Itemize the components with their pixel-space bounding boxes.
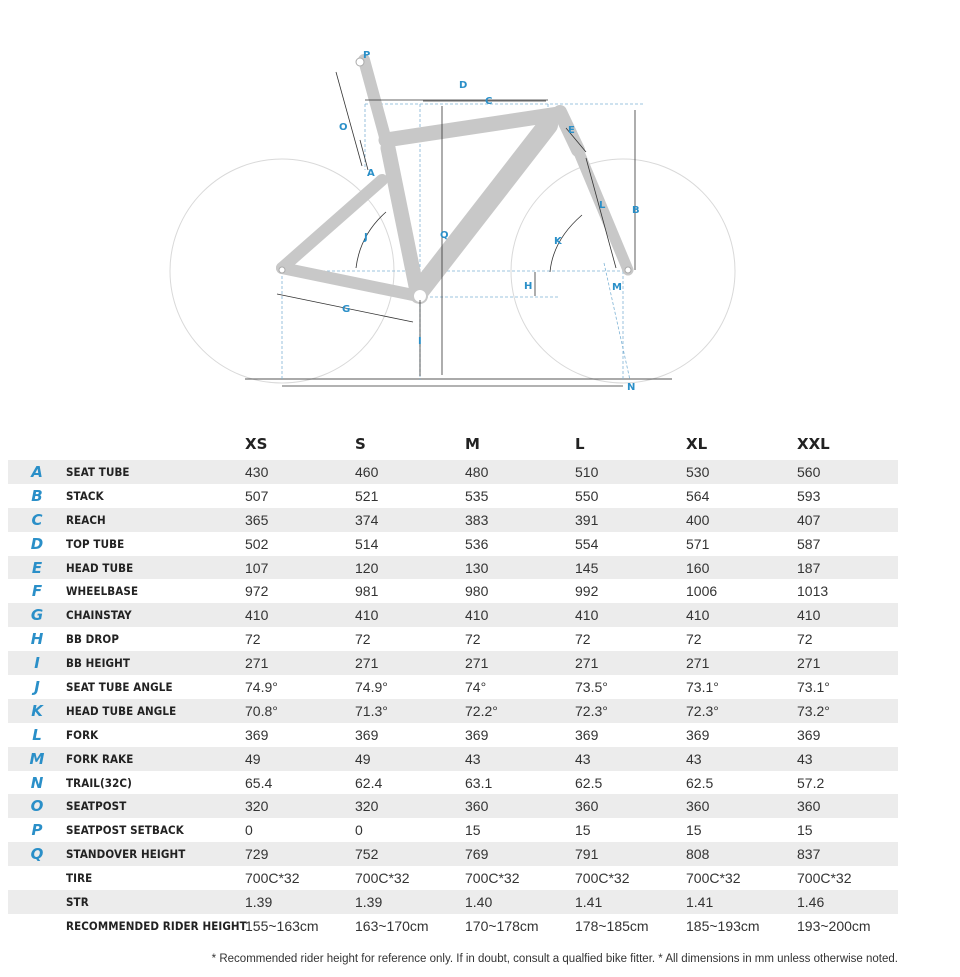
table-cell: 530 [686, 460, 797, 484]
table-row [8, 508, 898, 532]
table-cell: 15 [575, 822, 591, 839]
table-cell: 73.1° [797, 678, 830, 695]
table-cell: 536 [465, 535, 489, 552]
table-cell: 320 [355, 794, 465, 818]
table-cell: 992 [575, 583, 599, 600]
table-cell: 1.40 [465, 890, 575, 914]
table-cell: 65.4 [245, 774, 273, 791]
table-cell: 700C*32 [245, 870, 300, 887]
dimension-letter: L [32, 725, 42, 744]
table-cell: 155~163cm [245, 917, 319, 934]
dimension-name: FORK RAKE [66, 747, 245, 771]
dimension-name: FORK [66, 727, 99, 742]
table-cell: 507 [245, 487, 269, 504]
dimension-letter: J [34, 677, 40, 696]
dimension-name: HEAD TUBE ANGLE [66, 699, 245, 723]
label-k: K [554, 236, 562, 247]
table-cell: 160 [686, 556, 797, 580]
table-cell: 1013 [797, 583, 829, 600]
table-cell: 163~170cm [355, 917, 429, 934]
size-header: L [575, 435, 585, 453]
table-cell: 407 [797, 508, 898, 532]
table-row [8, 579, 898, 603]
table-cell: 564 [686, 487, 710, 504]
table-cell: 587 [797, 535, 821, 552]
table-cell: 130 [465, 556, 575, 580]
label-n: N [627, 382, 636, 393]
label-j: J [364, 232, 368, 243]
table-cell: 769 [465, 842, 575, 866]
label-a: A [367, 168, 375, 179]
table-row [8, 603, 898, 627]
table-cell: 430 [245, 460, 355, 484]
table-cell: 72 [355, 631, 371, 648]
dimension-name: SEAT TUBE ANGLE [66, 679, 173, 694]
table-cell: 410 [575, 603, 686, 627]
dimension-letter [8, 914, 66, 938]
table-cell: 178~185cm [575, 917, 649, 934]
size-header-row [8, 428, 898, 460]
label-o: O [339, 122, 348, 133]
dimension-name: STR [66, 890, 245, 914]
table-cell: 170~178cm [465, 917, 539, 934]
table-cell: 145 [575, 556, 686, 580]
table-cell: 72 [465, 631, 481, 648]
table-cell: 71.3° [355, 699, 465, 723]
table-cell: 72.3° [686, 699, 797, 723]
label-g: G [342, 304, 351, 315]
table-cell: 271 [575, 651, 686, 675]
dimension-name: SEATPOST SETBACK [66, 823, 184, 838]
table-cell: 49 [245, 747, 355, 771]
table-cell: 360 [465, 794, 575, 818]
table-cell: 271 [355, 651, 465, 675]
table-row [8, 675, 898, 699]
dimension-name: HEAD TUBE [66, 556, 245, 580]
table-cell: 43 [797, 747, 898, 771]
table-cell: 193~200cm [797, 917, 871, 934]
table-cell: 369 [797, 726, 821, 743]
size-header: S [355, 435, 366, 453]
table-row [8, 484, 898, 508]
table-cell: 972 [245, 583, 269, 600]
size-header: XL [686, 435, 708, 453]
dimension-name: SEAT TUBE [66, 460, 245, 484]
dimension-name: TIRE [66, 871, 93, 886]
table-cell: 369 [245, 726, 269, 743]
label-h: H [524, 281, 533, 292]
table-cell: 0 [355, 822, 363, 839]
table-cell: 74° [465, 678, 487, 695]
table-cell: 320 [245, 794, 355, 818]
table-cell: 410 [355, 603, 465, 627]
table-cell: 43 [465, 747, 575, 771]
bike-geometry-diagram [0, 0, 960, 410]
table-cell: 74.9° [355, 678, 388, 695]
table-cell: 63.1 [465, 774, 493, 791]
label-c: C [485, 96, 493, 107]
table-cell: 62.5 [575, 774, 603, 791]
table-cell: 1006 [686, 583, 718, 600]
table-cell: 460 [355, 460, 465, 484]
table-cell: 72 [575, 631, 591, 648]
table-cell: 271 [797, 651, 898, 675]
table-cell: 752 [355, 842, 465, 866]
dimension-letter [8, 890, 66, 914]
table-row [8, 818, 898, 842]
table-cell: 700C*32 [355, 870, 410, 887]
dimension-letter: D [30, 534, 44, 553]
size-header: XXL [797, 435, 830, 453]
table-row [8, 914, 898, 938]
label-p: P [363, 50, 371, 61]
table-cell: 271 [686, 651, 797, 675]
table-cell: 15 [465, 822, 481, 839]
dimension-name: STACK [66, 488, 104, 503]
table-cell: 360 [575, 794, 686, 818]
rear-axle [279, 267, 285, 273]
table-cell: 791 [575, 842, 686, 866]
table-cell: 185~193cm [686, 917, 760, 934]
table-cell: 1.46 [797, 890, 898, 914]
table-cell: 49 [355, 747, 465, 771]
table-cell: 700C*32 [686, 870, 741, 887]
table-cell: 729 [245, 842, 355, 866]
table-cell: 521 [355, 487, 379, 504]
table-row [8, 866, 898, 890]
table-cell: 383 [465, 508, 575, 532]
table-row [8, 532, 898, 556]
dimension-name: RECOMMENDED RIDER HEIGHT [66, 918, 247, 933]
label-i: I [418, 336, 422, 347]
table-row [8, 842, 898, 866]
table-cell: 837 [797, 842, 898, 866]
table-cell: 369 [575, 726, 599, 743]
dimension-name: STANDOVER HEIGHT [66, 842, 245, 866]
dimension-letter: A [8, 460, 66, 484]
front-axle [625, 267, 631, 273]
table-row [8, 723, 898, 747]
table-cell: 15 [686, 822, 702, 839]
table-cell: 43 [686, 747, 797, 771]
table-cell: 410 [245, 603, 355, 627]
dimension-letter: E [8, 556, 66, 580]
dimension-name: BB DROP [66, 632, 120, 647]
table-cell: 271 [245, 651, 355, 675]
table-cell: 57.2 [797, 774, 825, 791]
table-cell: 73.1° [686, 678, 719, 695]
table-cell: 120 [355, 556, 465, 580]
table-cell: 74.9° [245, 678, 278, 695]
table-cell: 73.5° [575, 678, 608, 695]
label-l: L [599, 200, 606, 211]
table-cell: 15 [797, 822, 813, 839]
table-cell: 410 [686, 603, 797, 627]
table-cell: 514 [355, 535, 379, 552]
table-cell: 700C*32 [797, 870, 852, 887]
table-cell: 72.3° [575, 699, 686, 723]
table-cell: 365 [245, 508, 355, 532]
dimension-letter: C [8, 508, 66, 532]
table-cell: 550 [575, 487, 599, 504]
label-m: M [612, 282, 622, 293]
dimension-letter: M [8, 747, 66, 771]
table-cell: 62.4 [355, 774, 383, 791]
table-cell: 62.5 [686, 774, 714, 791]
table-cell: 72 [797, 631, 813, 648]
table-row [8, 460, 898, 484]
geometry-table [8, 428, 898, 938]
table-row [8, 794, 898, 818]
dimension-name: CHAINSTAY [66, 603, 245, 627]
table-cell: 980 [465, 583, 489, 600]
table-cell: 369 [686, 726, 710, 743]
dimension-name: REACH [66, 508, 245, 532]
dimension-name: TOP TUBE [66, 536, 125, 551]
dimension-letter [8, 866, 66, 890]
table-cell: 535 [465, 487, 489, 504]
table-cell: 560 [797, 460, 898, 484]
table-cell: 271 [465, 651, 575, 675]
table-row [8, 747, 898, 771]
dimension-letter: Q [8, 842, 66, 866]
table-cell: 0 [245, 822, 253, 839]
table-cell: 400 [686, 508, 797, 532]
dimension-letter: H [30, 630, 44, 649]
table-cell: 72.2° [465, 699, 575, 723]
table-row [8, 651, 898, 675]
table-row [8, 699, 898, 723]
table-cell: 1.41 [575, 890, 686, 914]
dimension-name: WHEELBASE [66, 584, 139, 599]
table-cell: 571 [686, 535, 710, 552]
table-cell: 1.39 [355, 890, 465, 914]
dimension-letter: K [8, 699, 66, 723]
dimension-name: BB HEIGHT [66, 651, 245, 675]
table-cell: 107 [245, 556, 355, 580]
table-cell: 410 [797, 603, 898, 627]
table-cell: 43 [575, 747, 686, 771]
bike-frame [282, 60, 628, 296]
table-cell: 360 [797, 794, 898, 818]
table-cell: 410 [465, 603, 575, 627]
table-cell: 72 [245, 631, 261, 648]
dimension-name: SEATPOST [66, 794, 245, 818]
table-cell: 360 [686, 794, 797, 818]
table-cell: 369 [465, 726, 489, 743]
table-cell: 72 [686, 631, 702, 648]
table-cell: 808 [686, 842, 797, 866]
size-header: M [465, 435, 480, 453]
table-cell: 510 [575, 460, 686, 484]
table-cell: 187 [797, 556, 898, 580]
label-q: Q [440, 230, 449, 241]
table-cell: 369 [355, 726, 379, 743]
dimension-name: TRAIL(32C) [66, 775, 132, 790]
table-cell: 391 [575, 508, 686, 532]
dimension-letter: B [31, 486, 43, 505]
table-row [8, 771, 898, 795]
table-cell: 593 [797, 487, 821, 504]
dimension-letter: F [31, 582, 43, 601]
dimension-letter: G [8, 603, 66, 627]
dimension-letter: I [8, 651, 66, 675]
label-b: B [632, 205, 640, 216]
dimension-letter: P [31, 821, 43, 840]
table-cell: 981 [355, 583, 379, 600]
table-cell: 700C*32 [465, 870, 520, 887]
table-row [8, 890, 898, 914]
table-cell: 374 [355, 508, 465, 532]
table-cell: 73.2° [797, 699, 898, 723]
size-header: XS [245, 435, 268, 453]
table-cell: 502 [245, 535, 269, 552]
table-row [8, 627, 898, 651]
footnote: * Recommended rider height for reference only. If in doubt, consult a qualfied bike fitter. * All dimensions in mm unless otherwise noted. [211, 953, 898, 965]
table-row [8, 556, 898, 580]
label-e: E [568, 125, 575, 136]
table-cell: 1.39 [245, 890, 355, 914]
table-cell: 700C*32 [575, 870, 630, 887]
dimension-letter: N [30, 773, 44, 792]
label-d: D [459, 80, 468, 91]
table-cell: 70.8° [245, 699, 355, 723]
table-cell: 480 [465, 460, 575, 484]
table-cell: 554 [575, 535, 599, 552]
dimension-letter: O [8, 794, 66, 818]
table-cell: 1.41 [686, 890, 797, 914]
